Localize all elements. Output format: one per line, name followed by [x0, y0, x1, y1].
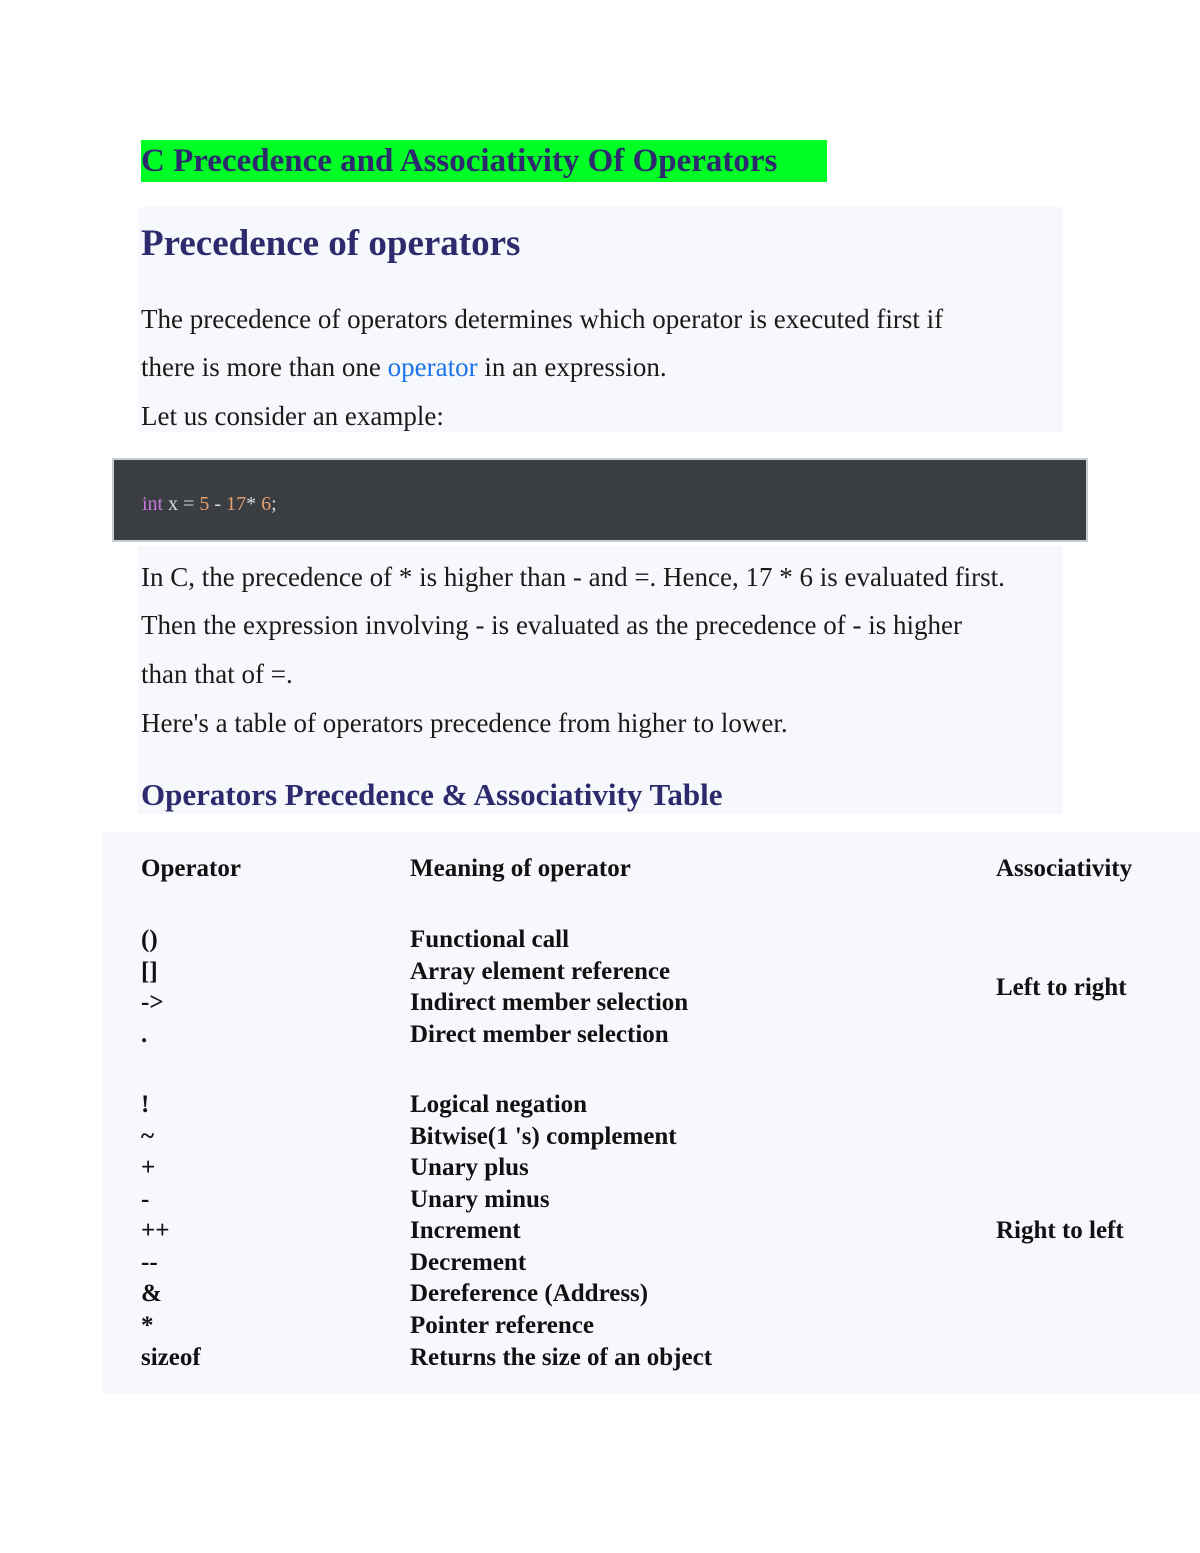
associativity-cell: Right to left — [996, 1217, 1124, 1244]
explanation-line-1: In C, the precedence of * is higher than - and =. Hence, 17 * 6 is evaluated first. — [141, 562, 1005, 592]
code-number-1: 5 — [199, 493, 210, 515]
code-number-2: 17 — [226, 493, 247, 515]
code-semicolon: ; — [271, 493, 277, 515]
meaning-cell: Increment — [410, 1217, 521, 1244]
operator-cell: ++ — [141, 1217, 170, 1244]
intro-line-2 — [141, 350, 667, 384]
operator-cell: ! — [141, 1091, 150, 1118]
operator-cell: -> — [141, 989, 164, 1016]
column-header-meaning: Meaning of operator — [410, 855, 631, 882]
column-header-associativity: Associativity — [996, 855, 1133, 882]
explanation-line-2: Then the expression involving - is evaluated as the precedence of - is higher — [141, 610, 962, 640]
document-title: C Precedence and Associativity Of Operators — [141, 140, 827, 182]
meaning-cell: Unary plus — [410, 1154, 529, 1181]
meaning-cell: Indirect member selection — [410, 989, 689, 1016]
meaning-cell: Functional call — [410, 926, 570, 953]
operator-cell: * — [141, 1312, 154, 1339]
code-number-3: 6 — [261, 493, 272, 515]
intro-line-2-end: in an expression. — [477, 352, 667, 382]
operator-cell: & — [141, 1280, 162, 1307]
meaning-cell: Unary minus — [410, 1186, 550, 1213]
meaning-cell: Bitwise(1 's) complement — [410, 1123, 677, 1150]
meaning-cell: Pointer reference — [410, 1312, 594, 1339]
section-heading: Precedence of operators — [141, 223, 521, 264]
meaning-cell: Logical negation — [410, 1091, 588, 1118]
operator-cell: + — [141, 1154, 156, 1181]
meaning-cell: Direct member selection — [410, 1021, 669, 1048]
operator-cell: () — [141, 926, 158, 953]
precedence-table — [102, 832, 1200, 1393]
code-line — [142, 493, 277, 516]
meaning-cell: Decrement — [410, 1249, 527, 1276]
meaning-cell: Returns the size of an object — [410, 1344, 713, 1371]
operator-cell: sizeof — [141, 1344, 201, 1371]
code-minus: - — [209, 493, 227, 515]
operator-cell: ~ — [141, 1123, 155, 1150]
meaning-cell: Dereference (Address) — [410, 1280, 649, 1307]
operator-link[interactable]: operator — [387, 352, 478, 382]
code-star: * — [246, 493, 262, 515]
code-block — [112, 458, 1088, 542]
explanation-line-4: Here's a table of operators precedence from higher to lower. — [141, 708, 788, 738]
intro-line-1: The precedence of operators determines which operator is executed first if — [141, 304, 944, 334]
code-assign: x = — [163, 493, 200, 515]
operator-cell: -- — [141, 1249, 158, 1276]
column-header-operator: Operator — [141, 855, 241, 882]
operator-cell: [] — [141, 958, 158, 985]
intro-line-3: Let us consider an example: — [141, 401, 444, 431]
operator-cell: - — [141, 1186, 150, 1213]
table-heading: Operators Precedence & Associativity Table — [141, 777, 723, 812]
code-keyword: int — [142, 493, 164, 515]
associativity-cell: Left to right — [996, 974, 1127, 1001]
operator-cell: . — [141, 1021, 148, 1048]
explanation-line-3: than that of =. — [141, 659, 293, 689]
intro-line-2-start: there is more than one — [141, 352, 388, 382]
meaning-cell: Array element reference — [410, 958, 671, 985]
